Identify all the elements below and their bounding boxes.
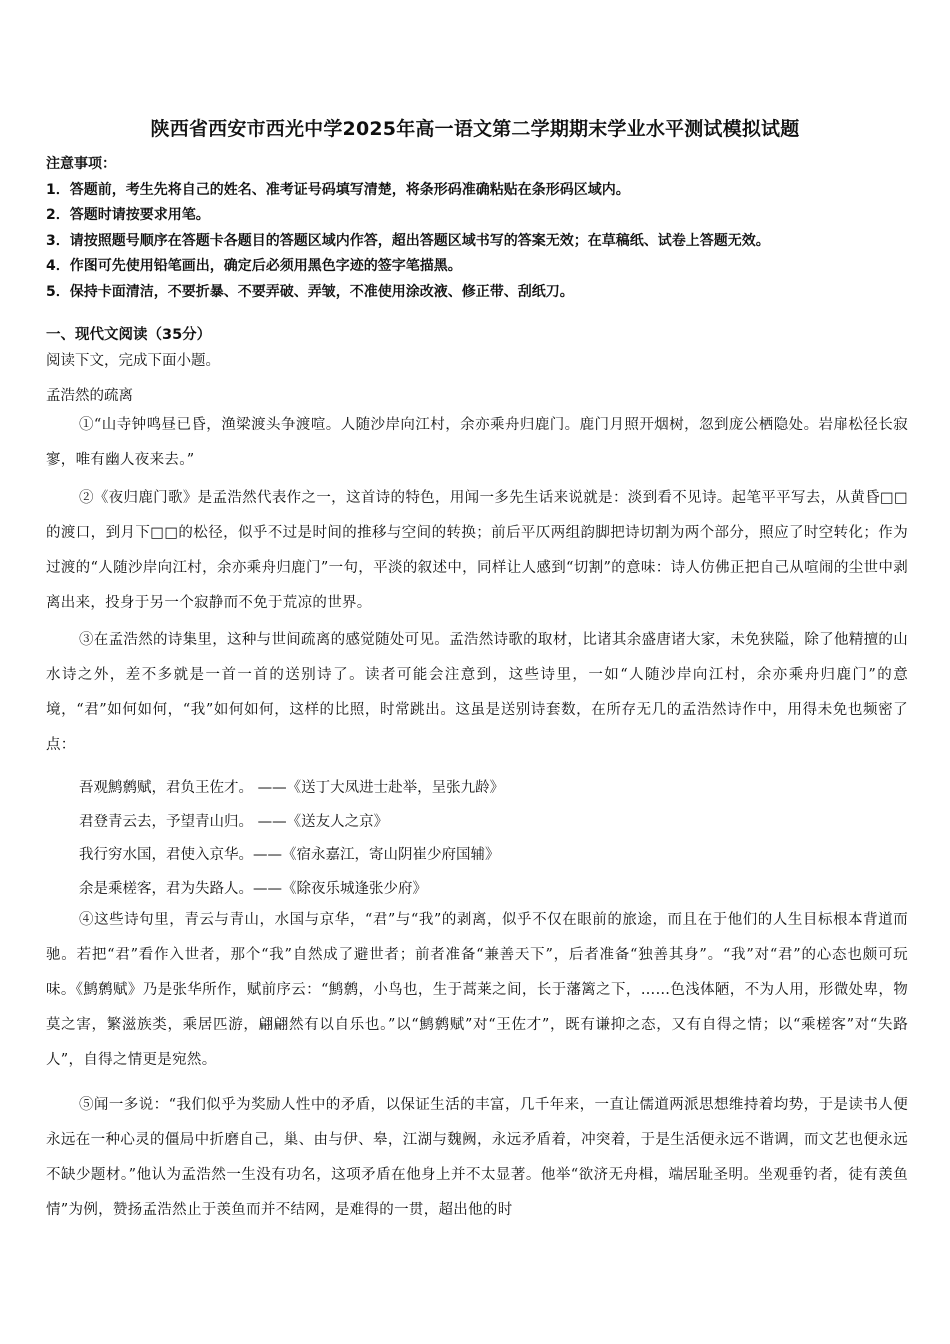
notice-item: 4．作图可先使用铅笔画出，确定后必须用黑色字迹的签字笔描黑。	[46, 258, 462, 274]
poem-quote: 君登青云去，予望青山归。 ——《送友人之京》	[79, 813, 389, 830]
notice-block	[46, 152, 908, 305]
exam-title: 陕西省西安市西光中学2025年高一语文第二学期期末学业水平测试模拟试题	[150, 118, 800, 140]
essay-paragraph-1: ①“山寺钟鸣昼已昏，渔梁渡头争渡喧。人随沙岸向江村，余亦乘舟归鹿门。鹿门月照开烟树，忽到庞公栖隐处。岩扉松径长寂寥，唯有幽人夜来去。”	[46, 417, 908, 468]
notice-item: 3．请按照题号顺序在答题卡各题目的答题区域内作答，超出答题区域书写的答案无效；在草稿纸、试卷上答题无效。	[46, 232, 770, 249]
section-heading: 一、现代文阅读（35分）	[46, 327, 212, 343]
notice-item: 1．答题前，考生先将自己的姓名、准考证号码填写清楚，将条形码准确粘贴在条形码区域内。	[46, 181, 630, 198]
essay-paragraph-4: ④这些诗句里，青云与青山，水国与京华，“君”与“我”的剥离，似乎不仅在眼前的旅途，而且在于他们的人生目标根本背道而驰。若把“君”看作入世者，那个“我”自然成了避世者；前者准备“兼善天下”，后者准备“独善其身”。“我”对“君”的心态也颇可玩味。《鹪鹩赋》乃是张华所作，赋前序云：“鹪鹩，小鸟也，生于蒿莱之间，长于藩篱之下，……色浅体陋，不为人用，形微处卑，物莫之害，繁滋族类，乘居匹游，翩翩然有以自乐也。”以“鹪鹩赋”对“王佐才”，既有谦抑之态，又有自得之情；以“乘槎客”对“失路人”，自得之情更是宛然。	[46, 912, 908, 1068]
notice-item: 2．答题时请按要求用笔。	[46, 207, 210, 223]
essay-title: 孟浩然的疏离	[46, 388, 133, 404]
poem-quote: 吾观鹪鹩赋，君负王佐才。 ——《送丁大凤进士赴举，呈张九龄》	[79, 780, 505, 796]
notice-heading: 注意事项：	[46, 156, 116, 172]
essay-paragraph-3: ③在孟浩然的诗集里，这种与世间疏离的感觉随处可见。孟浩然诗歌的取材，比诸其余盛唐诸大家，未免狭隘，除了他精擅的山水诗之外，差不多就是一首一首的送别诗了。读者可能会注意到，这些诗里，一如“人随沙岸向江村，余亦乘舟归鹿门”的意境，“君”如何如何，“我”如何如何，这样的比照，时常跳出。这虽是送别诗套数，在所存无几的孟浩然诗作中，用得未免也频密了点：	[46, 632, 908, 753]
essay-paragraph-5: ⑤闻一多说：“我们似乎为奖励人性中的矛盾，以保证生活的丰富，几千年来，一直让儒道两派思想维持着均势，于是读书人便永远在一种心灵的僵局中折磨自己，巢、由与伊、皋，江湖与魏阙，永远矛盾着，冲突着，于是生活便永远不谐调，而文艺也便永远不缺少题材。”他认为孟浩然一生没有功名，这项矛盾在他身上并不太显著。他举“欲济无舟楫，端居耻圣明。坐观垂钓者，徒有羡鱼情”为例，赞扬孟浩然止于羡鱼而并不结网，是难得的一贯，超出他的时	[46, 1097, 908, 1218]
poem-quote: 我行穷水国，君使入京华。——《宿永嘉江，寄山阴崔少府国辅》	[79, 847, 500, 863]
essay-paragraph-2: ②《夜归鹿门歌》是孟浩然代表作之一，这首诗的特色，用闻一多先生话来说就是：淡到看不见诗。起笔平平写去，从黄昏□□的渡口，到月下□□的松径，似乎不过是时间的推移与空间的转换；前后平仄两组韵脚把诗切割为两个部分，照应了时空转化；作为过渡的“人随沙岸向江村，余亦乘舟归鹿门”一句，平淡的叙述中，同样让人感到“切割”的意味：诗人仿佛正把自己从喧闹的尘世中剥离出来，投身于另一个寂静而不免于荒凉的世界。	[46, 490, 908, 611]
reading-instruction: 阅读下文，完成下面小题。	[46, 353, 220, 369]
poem-quotes	[79, 775, 504, 909]
notice-item: 5．保持卡面清洁，不要折暴、不要弄破、弄皱，不准使用涂改液、修正带、刮纸刀。	[46, 283, 574, 300]
poem-quote: 余是乘槎客，君为失路人。——《除夜乐城逢张少府》	[79, 880, 427, 897]
